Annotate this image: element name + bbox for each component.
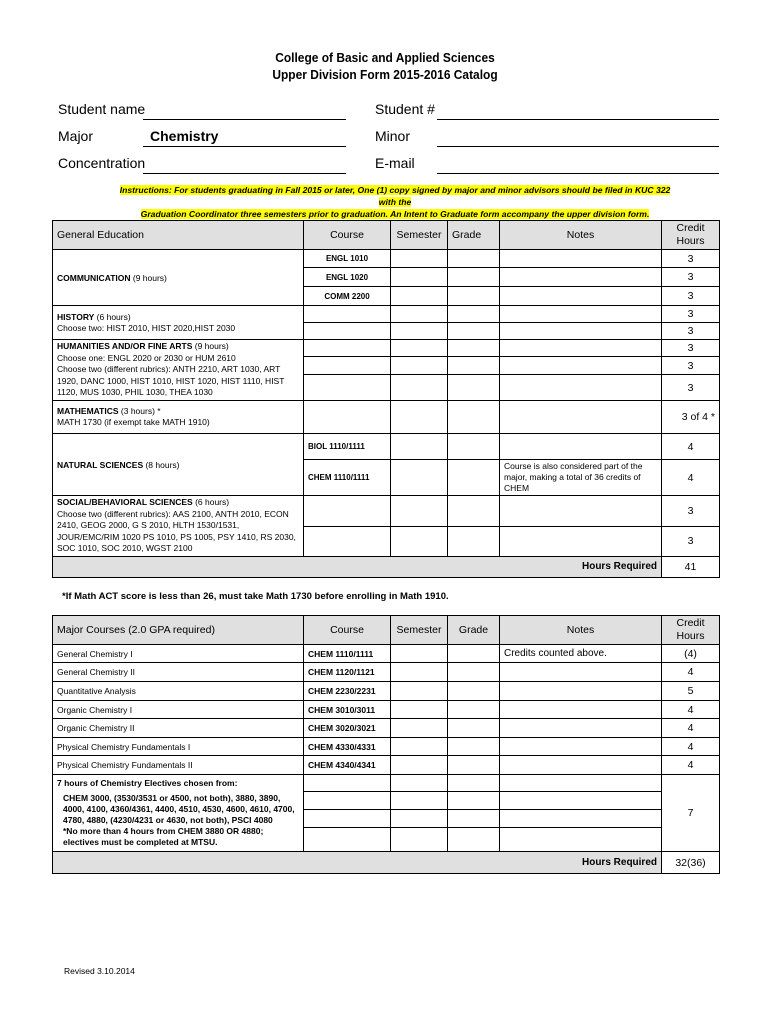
student-number-field[interactable] bbox=[437, 101, 719, 120]
grade-cell[interactable] bbox=[448, 250, 500, 268]
course-cell[interactable] bbox=[304, 810, 391, 828]
instructions-line-1: Instructions: For students graduating in Fall 2015 or later, One (1) copy signed by major and minor advisors should be filed in KUC 322 with the bbox=[119, 185, 671, 207]
credit-cell: 4 bbox=[662, 663, 720, 682]
semester-cell[interactable] bbox=[391, 663, 448, 682]
notes-cell: Credits counted above. bbox=[500, 645, 662, 663]
notes-cell[interactable] bbox=[500, 496, 662, 527]
notes-cell[interactable] bbox=[500, 401, 662, 434]
mathematics-label: MATHEMATICS (3 hours) * MATH 1730 (if exempt take MATH 1910) bbox=[53, 401, 304, 434]
credit-cell: 3 bbox=[662, 287, 720, 306]
notes-cell[interactable] bbox=[500, 682, 662, 701]
credit-cell: 4 bbox=[662, 719, 720, 738]
notes-cell[interactable] bbox=[500, 306, 662, 323]
hours-required-value: 41 bbox=[662, 556, 720, 577]
history-row bbox=[53, 306, 720, 323]
form-title: College of Basic and Applied Sciences bbox=[275, 50, 495, 65]
credit-cell: 3 bbox=[662, 250, 720, 268]
credit-cell: 4 bbox=[662, 701, 720, 719]
major-value: Chemistry bbox=[150, 128, 219, 144]
notes-cell[interactable] bbox=[500, 375, 662, 401]
semester-cell[interactable] bbox=[391, 375, 448, 401]
gen-ed-total-row bbox=[53, 556, 720, 577]
notes-cell[interactable] bbox=[500, 719, 662, 738]
semester-cell[interactable] bbox=[391, 496, 448, 527]
major-row bbox=[53, 701, 720, 719]
grade-cell[interactable] bbox=[448, 775, 500, 792]
grade-cell[interactable] bbox=[448, 792, 500, 810]
credit-cell: 3 bbox=[662, 268, 720, 287]
credit-cell: 5 bbox=[662, 682, 720, 701]
course-name: General Chemistry II bbox=[53, 663, 304, 682]
semester-cell[interactable] bbox=[391, 526, 448, 556]
humanities-label: HUMANITIES AND/OR FINE ARTS (9 hours) Choose one: ENGL 2020 or 2030 or HUM 2610 Choose two (different rubrics): ANTH 2210, ART 1030, ART 1920, DANC 1000, HIST 1010, HIST 1020, HIST 1110, HIST 1120, MUS 1030, PHIL 1030, THEA 1030 bbox=[53, 340, 304, 401]
major-row bbox=[53, 645, 720, 663]
minor-label: Minor bbox=[375, 128, 411, 144]
grade-cell[interactable] bbox=[448, 756, 500, 775]
semester-cell[interactable] bbox=[391, 682, 448, 701]
semester-cell[interactable] bbox=[391, 340, 448, 357]
grade-cell[interactable] bbox=[448, 526, 500, 556]
hours-required-label: Hours Required bbox=[53, 556, 662, 577]
course-cell[interactable] bbox=[304, 357, 391, 375]
general-education-table bbox=[52, 220, 720, 578]
notes-cell[interactable] bbox=[500, 792, 662, 810]
notes-cell[interactable] bbox=[500, 357, 662, 375]
semester-cell[interactable] bbox=[391, 810, 448, 828]
major-row bbox=[53, 663, 720, 682]
concentration-label: Concentration bbox=[58, 155, 146, 171]
course-cell[interactable] bbox=[304, 306, 391, 323]
major-row bbox=[53, 719, 720, 738]
electives-title-row bbox=[53, 775, 720, 792]
grade-cell[interactable] bbox=[448, 719, 500, 738]
grade-cell[interactable] bbox=[448, 268, 500, 287]
mathematics-row bbox=[53, 401, 720, 434]
notes-cell[interactable] bbox=[500, 775, 662, 792]
major-field[interactable] bbox=[143, 128, 346, 147]
instructions bbox=[110, 184, 680, 220]
social-sciences-label: SOCIAL/BEHAVIORAL SCIENCES (6 hours) Choose two (different rubrics): AAS 2100, ANTH 2010, ECON 2410, GEOG 2000, G S 2010, HLTH 1530/1531, JOUR/EMC/RIM 1020 PS 1010, PS 1005, PSY 1410, RS 2030, SOC 1010, SOC 2010, WGST 2100 bbox=[53, 496, 304, 557]
notes-cell[interactable] bbox=[500, 701, 662, 719]
grade-header: Grade bbox=[448, 221, 500, 250]
grade-cell[interactable] bbox=[448, 828, 500, 852]
semester-cell[interactable] bbox=[391, 645, 448, 663]
semester-cell[interactable] bbox=[391, 357, 448, 375]
grade-cell[interactable] bbox=[448, 738, 500, 756]
semester-cell[interactable] bbox=[391, 287, 448, 306]
notes-cell[interactable] bbox=[500, 340, 662, 357]
major-courses-table bbox=[52, 615, 720, 874]
grade-cell[interactable] bbox=[448, 663, 500, 682]
course-cell: CHEM 4340/4341 bbox=[304, 756, 391, 775]
major-area-header: Major Courses (2.0 GPA required) bbox=[53, 616, 304, 645]
semester-header: Semester bbox=[391, 221, 448, 250]
communication-row bbox=[53, 250, 720, 268]
credit-cell: 3 bbox=[662, 357, 720, 375]
course-cell: BIOL 1110/1111 bbox=[304, 434, 391, 460]
semester-cell[interactable] bbox=[391, 738, 448, 756]
notes-cell[interactable] bbox=[500, 828, 662, 852]
semester-cell[interactable] bbox=[391, 792, 448, 810]
notes-cell[interactable] bbox=[500, 738, 662, 756]
course-cell[interactable] bbox=[304, 792, 391, 810]
hours-required-value: 32(36) bbox=[662, 852, 720, 874]
gen-ed-header-row bbox=[53, 221, 720, 250]
semester-header: Semester bbox=[391, 616, 448, 645]
student-name-label: Student name bbox=[58, 101, 146, 117]
course-cell[interactable] bbox=[304, 775, 391, 792]
form-subtitle: Upper Division Form 2015-2016 Catalog bbox=[272, 67, 498, 82]
credit-cell: 3 bbox=[662, 375, 720, 401]
notes-cell[interactable] bbox=[500, 663, 662, 682]
course-cell[interactable] bbox=[304, 340, 391, 357]
notes-header: Notes bbox=[500, 616, 662, 645]
semester-cell[interactable] bbox=[391, 701, 448, 719]
credit-cell: 3 bbox=[662, 306, 720, 323]
notes-cell[interactable] bbox=[500, 526, 662, 556]
major-row bbox=[53, 756, 720, 775]
notes-cell[interactable] bbox=[500, 250, 662, 268]
credit-cell: 3 of 4 * bbox=[662, 401, 720, 434]
notes-cell[interactable] bbox=[500, 268, 662, 287]
minor-field[interactable] bbox=[437, 128, 719, 147]
credit-cell: 4 bbox=[662, 738, 720, 756]
credit-hours-header: Credit Hours bbox=[662, 616, 720, 645]
course-cell[interactable] bbox=[304, 375, 391, 401]
course-cell[interactable] bbox=[304, 401, 391, 434]
grade-cell[interactable] bbox=[448, 357, 500, 375]
credit-cell: 3 bbox=[662, 323, 720, 340]
notes-cell[interactable] bbox=[500, 323, 662, 340]
semester-cell[interactable] bbox=[391, 268, 448, 287]
grade-cell[interactable] bbox=[448, 287, 500, 306]
course-cell: ENGL 1020 bbox=[304, 268, 391, 287]
course-cell: CHEM 4330/4331 bbox=[304, 738, 391, 756]
credit-hours-header: Credit Hours bbox=[662, 221, 720, 250]
course-name: Physical Chemistry Fundamentals II bbox=[53, 756, 304, 775]
revised-date: Revised 3.10.2014 bbox=[64, 966, 135, 976]
semester-cell[interactable] bbox=[391, 775, 448, 792]
credit-cell: 4 bbox=[662, 460, 720, 496]
course-cell: CHEM 1110/1111 bbox=[304, 460, 391, 496]
major-label: Major bbox=[58, 128, 94, 144]
notes-cell[interactable] bbox=[500, 287, 662, 306]
course-name: General Chemistry I bbox=[53, 645, 304, 663]
major-header-row bbox=[53, 616, 720, 645]
grade-cell[interactable] bbox=[448, 460, 500, 496]
humanities-row bbox=[53, 340, 720, 357]
major-total-row bbox=[53, 852, 720, 874]
semester-cell[interactable] bbox=[391, 323, 448, 340]
instructions-line-2: Graduation Coordinator three semesters prior to graduation. An Intent to Graduate form accompany the upper division form. bbox=[140, 209, 650, 219]
course-name: Organic Chemistry I bbox=[53, 701, 304, 719]
notes-cell[interactable] bbox=[500, 756, 662, 775]
student-name-field[interactable] bbox=[143, 101, 346, 120]
course-cell[interactable] bbox=[304, 526, 391, 556]
credit-cell: 3 bbox=[662, 496, 720, 527]
grade-cell[interactable] bbox=[448, 682, 500, 701]
notes-cell[interactable] bbox=[500, 434, 662, 460]
concentration-field[interactable] bbox=[143, 155, 346, 174]
credit-cell: 3 bbox=[662, 526, 720, 556]
semester-cell[interactable] bbox=[391, 250, 448, 268]
communication-label: COMMUNICATION (9 hours) bbox=[53, 250, 304, 306]
semester-cell[interactable] bbox=[391, 460, 448, 496]
math-act-note: *If Math ACT score is less than 26, must take Math 1730 before enrolling in Math 1910. bbox=[62, 591, 449, 602]
social-sciences-row bbox=[53, 496, 720, 527]
semester-cell[interactable] bbox=[391, 434, 448, 460]
course-cell[interactable] bbox=[304, 323, 391, 340]
grade-cell[interactable] bbox=[448, 306, 500, 323]
course-name: Organic Chemistry II bbox=[53, 719, 304, 738]
grade-cell[interactable] bbox=[448, 323, 500, 340]
hours-required-label: Hours Required bbox=[53, 852, 662, 874]
course-cell: CHEM 3020/3021 bbox=[304, 719, 391, 738]
notes-cell: Course is also considered part of the major, making a total of 36 credits of CHEM bbox=[500, 460, 662, 496]
gen-ed-area-header: General Education bbox=[53, 221, 304, 250]
course-cell: CHEM 2230/2231 bbox=[304, 682, 391, 701]
grade-cell[interactable] bbox=[448, 375, 500, 401]
semester-cell[interactable] bbox=[391, 756, 448, 775]
semester-cell[interactable] bbox=[391, 828, 448, 852]
course-name: Quantitative Analysis bbox=[53, 682, 304, 701]
major-row bbox=[53, 738, 720, 756]
course-cell[interactable] bbox=[304, 828, 391, 852]
semester-cell[interactable] bbox=[391, 719, 448, 738]
grade-cell[interactable] bbox=[448, 401, 500, 434]
course-cell[interactable] bbox=[304, 496, 391, 527]
natural-sciences-label: NATURAL SCIENCES (8 hours) bbox=[53, 434, 304, 496]
semester-cell[interactable] bbox=[391, 306, 448, 323]
grade-cell[interactable] bbox=[448, 810, 500, 828]
course-cell: CHEM 1120/1121 bbox=[304, 663, 391, 682]
course-cell: ENGL 1010 bbox=[304, 250, 391, 268]
electives-row bbox=[53, 792, 720, 810]
credit-cell: 4 bbox=[662, 434, 720, 460]
grade-cell[interactable] bbox=[448, 340, 500, 357]
major-row bbox=[53, 682, 720, 701]
course-cell: COMM 2200 bbox=[304, 287, 391, 306]
course-cell: CHEM 1110/1111 bbox=[304, 645, 391, 663]
history-label: HISTORY (6 hours) Choose two: HIST 2010, HIST 2020,HIST 2030 bbox=[53, 306, 304, 340]
credit-cell: 4 bbox=[662, 756, 720, 775]
course-header: Course bbox=[304, 616, 391, 645]
electives-description: CHEM 3000, (3530/3531 or 4500, not both), 3880, 3890, 4000, 4100, 4360/4361, 4400, 4510, 4530, 4600, 4610, 4700, 4780, 4880, (4230/4231 or 4630, not both), PSCI 4080 *No more than 4 hours from CHEM 3880 OR 4880; electives must be completed at MTSU. bbox=[53, 792, 304, 852]
student-number-label: Student # bbox=[375, 101, 435, 117]
notes-header: Notes bbox=[500, 221, 662, 250]
email-label: E-mail bbox=[375, 155, 415, 171]
natural-sciences-row bbox=[53, 434, 720, 460]
grade-cell[interactable] bbox=[448, 434, 500, 460]
course-name: Physical Chemistry Fundamentals I bbox=[53, 738, 304, 756]
notes-cell[interactable] bbox=[500, 810, 662, 828]
grade-header: Grade bbox=[448, 616, 500, 645]
grade-cell[interactable] bbox=[448, 496, 500, 527]
electives-title: 7 hours of Chemistry Electives chosen from: bbox=[53, 775, 304, 792]
course-header: Course bbox=[304, 221, 391, 250]
semester-cell[interactable] bbox=[391, 401, 448, 434]
electives-credit: 7 bbox=[662, 775, 720, 852]
grade-cell[interactable] bbox=[448, 645, 500, 663]
credit-cell: 3 bbox=[662, 340, 720, 357]
course-cell: CHEM 3010/3011 bbox=[304, 701, 391, 719]
email-field[interactable] bbox=[437, 155, 719, 174]
grade-cell[interactable] bbox=[448, 701, 500, 719]
credit-cell: (4) bbox=[662, 645, 720, 663]
